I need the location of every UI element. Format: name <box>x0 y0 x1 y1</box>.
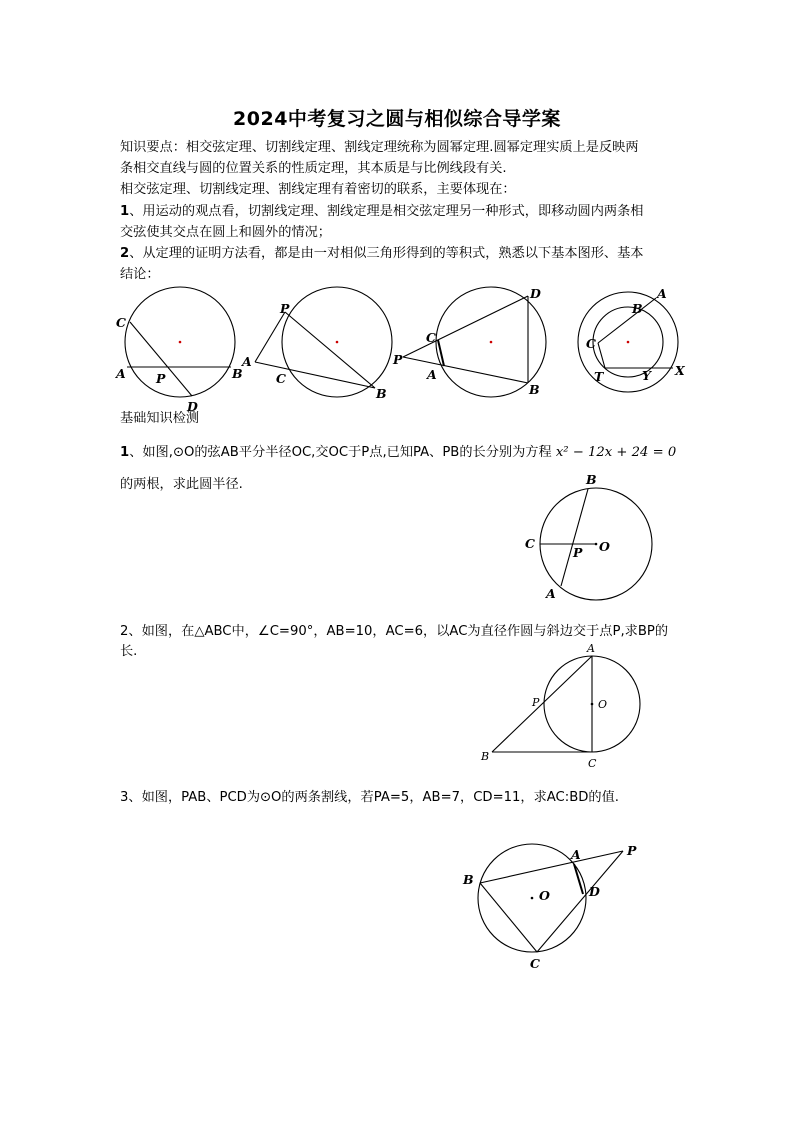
question-2: 2、如图，在△ABC中，∠C=90°，AB=10，AC=6，以AC为直径作圆与斜边交于点P,求BP的 <box>120 624 669 639</box>
q3-center-dot <box>531 897 534 900</box>
question-1-text: 、如图,⊙O的弦AB平分半径OC,交OC于P点,已知PA、PB的长分别为方程 <box>129 445 552 460</box>
fig2-label-c: C <box>276 371 286 386</box>
fig2-label-b: B <box>376 386 387 401</box>
q1-label-c: C <box>525 536 535 551</box>
page-title: 2024中考复习之圆与相似综合导学案 <box>233 108 561 130</box>
q3-chord-bc <box>480 883 537 952</box>
item-2-text: 、从定理的证明方法看，都是由一对相似三角形得到的等积式，熟悉以下基本图形、基本 <box>129 246 644 261</box>
item-2-number: 2 <box>120 246 130 261</box>
intro-line-2: 条相交直线与圆的位置关系的性质定理，其本质是与比例线段有关. <box>120 161 507 176</box>
q1-label-b: B <box>586 472 597 487</box>
q3-secant-pcd <box>537 851 623 952</box>
q1-label-o: O <box>599 539 610 554</box>
q2-label-a: A <box>587 642 595 655</box>
q3-label-p: P <box>627 843 637 858</box>
fig1-label-b: B <box>232 366 243 381</box>
fig4-label-y: Y <box>642 368 651 383</box>
question-1-cont: 的两根，求此圆半径. <box>120 477 243 492</box>
item-1-number: 1 <box>120 204 130 219</box>
intro-item-1-cont: 交弦使其交点在圆上和圆外的情况； <box>120 225 331 240</box>
fig3-label-d: D <box>530 286 541 301</box>
question-2-cont: 长. <box>120 644 138 659</box>
q1-label-a: A <box>546 586 556 601</box>
fig1-label-c: C <box>116 315 126 330</box>
q2-label-b: B <box>481 750 490 763</box>
q1-label-p: P <box>573 545 583 560</box>
fig1-label-a: A <box>116 366 126 381</box>
question-1-equation: x² − 12x + 24 = 0 <box>555 445 677 460</box>
fig4-label-t: T <box>594 369 604 384</box>
q3-label-o: O <box>539 888 550 903</box>
fig4-label-a: A <box>657 286 667 301</box>
fig3-label-c: C <box>426 330 436 345</box>
fig3-label-b: B <box>529 382 540 397</box>
fig2-label-a: A <box>242 354 252 369</box>
fig2-label-p: P <box>280 301 290 316</box>
fig4-label-x: X <box>675 363 685 378</box>
q2-label-o: O <box>598 698 608 711</box>
intro-line-1: 知识要点：相交弦定理、切割线定理、割线定理统称为圆幂定理.圆幂定理实质上是反映两 <box>120 140 639 155</box>
q2-label-c: C <box>588 757 597 770</box>
intro-item-2-cont: 结论： <box>120 267 160 282</box>
q3-label-a: A <box>571 847 581 862</box>
section-title: 基础知识检测 <box>120 411 200 426</box>
question-3: 3、如图，PAB、PCD为⊙O的两条割线，若PA=5，AB=7，CD=11，求AC:BD的值. <box>120 790 619 805</box>
q3-label-b: B <box>463 872 474 887</box>
q3-label-c: C <box>530 956 540 971</box>
fig1-label-d: D <box>187 399 198 414</box>
q3-secant-pab <box>480 851 623 883</box>
intro-line-3: 相交弦定理、切割线定理、割线定理有着密切的联系，主要体现在： <box>120 182 516 197</box>
item-1-text: 、用运动的观点看，切割线定理、割线定理是相交弦定理另一种形式，即移动圆内两条相 <box>129 204 644 219</box>
fig4-label-b: B <box>632 301 643 316</box>
q3-chord-ad <box>574 864 583 894</box>
question-1-number: 1 <box>120 445 130 460</box>
fig1-label-p: P <box>156 371 166 386</box>
fig3-label-p: P <box>393 352 403 367</box>
fig4-label-c: C <box>586 336 596 351</box>
q2-label-p: P <box>532 696 540 709</box>
fig3-label-a: A <box>427 367 437 382</box>
q3-label-d: D <box>589 884 600 899</box>
